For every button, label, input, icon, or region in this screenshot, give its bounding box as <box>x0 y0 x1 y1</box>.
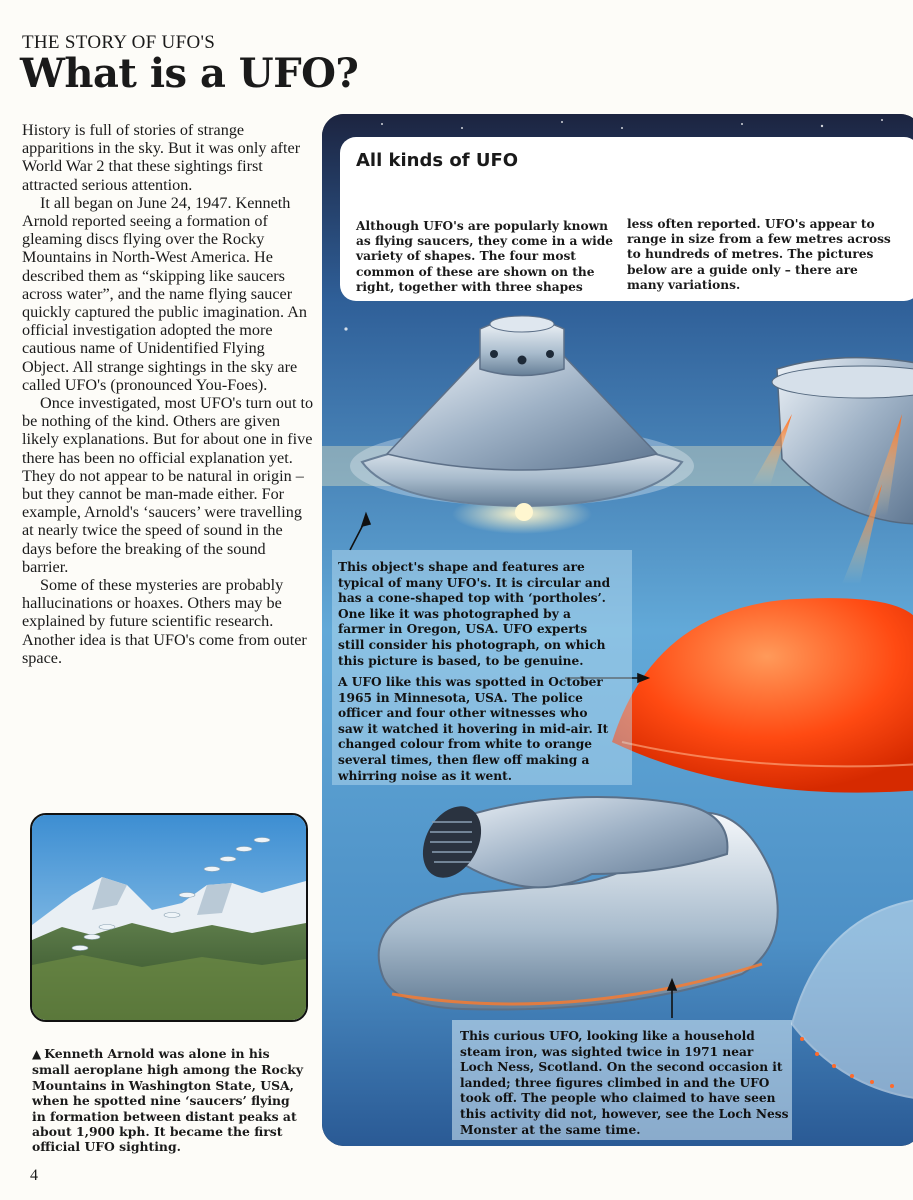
page-title: What is a UFO? <box>20 50 359 97</box>
paragraph: Some of these mysteries are probably hallucinations or hoaxes. Others may be explained by future scientific research. Another idea is that UFO's come from outer space. <box>22 576 307 667</box>
paragraph: History is full of stories of strange apparitions in the sky. But it was only after World War 2 that these sightings first attracted serious attention. <box>22 121 301 194</box>
caption-cone-saucer: This object's shape and features are typical of many UFO's. It is circular and has a cone-shaped top with ‘portholes’. One like it was photographed by a farmer in Oregon, USA. UFO experts still consider his photograph, on which this picture is based, to be genuine. <box>338 560 611 668</box>
triangle-marker-icon: ▲ <box>32 1047 42 1061</box>
intro-text-left: Although UFO's are popularly known as flying saucers, they come in a wide variety of shapes. The four most common of these are shown on the right, together with three shapes <box>356 219 614 294</box>
panel-title: All kinds of UFO <box>356 150 519 171</box>
page-number: 4 <box>30 1167 38 1184</box>
caption-orange-dome: A UFO like this was spotted in October 1965 in Minnesota, USA. The police officer and four other witnesses who saw it watched it hovering in mid-air. It changed colour from white to orange several times, then flew off making a whirring noise as it went. <box>338 675 609 783</box>
caption-steam-iron: This curious UFO, looking like a household steam iron, was sighted twice in 1971 near Loch Ness, Scotland. On the second occasion it landed; three figures climbed in and the UFO took off. The people who claimed to have seen this activity did not, however, see the Loch Ness Monster at the same time. <box>460 1029 789 1137</box>
body-text <box>22 121 314 667</box>
steam-iron-ufo <box>379 796 778 1009</box>
paragraph: Once investigated, most UFO's turn out to be nothing of the kind. Others are given likely explanations. But for about one in five there has been no official explanation yet. They do not appear to be natural in origin – but they cannot be man-made either. For example, Arnold's ‘saucers’ were travelling at nearly twice the speed of sound in the days before the breaking of the sound barrier. <box>22 394 314 576</box>
photo-caption-text: Kenneth Arnold was alone in his small aeroplane high among the Rocky Mountains in Washington State, USA, when he spotted nine ‘saucers’ flying in formation between distant peaks at about 1,900 kph. It became the first official UFO sighting. <box>32 1046 304 1155</box>
intro-text-right: less often reported. UFO's appear to range in size from a few metres across to hundreds of metres. The pictures below are a guide only – there are many variations. <box>627 217 891 292</box>
mountain-illustration <box>30 813 308 1022</box>
photo-caption <box>32 1046 304 1155</box>
section-kicker: THE STORY OF UFO'S <box>22 32 216 53</box>
paragraph: It all began on June 24, 1947. Kenneth Arnold reported seeing a formation of gleaming discs flying over the Rocky Mountains in North-West America. He described them as “skipping like saucers across water”, and the name flying saucer quickly captured the public imagination. An official investigation adopted the more cautious name of Unidentified Flying Object. All strange sightings in the sky are called UFO's (pronounced You-Foes). <box>22 193 308 394</box>
